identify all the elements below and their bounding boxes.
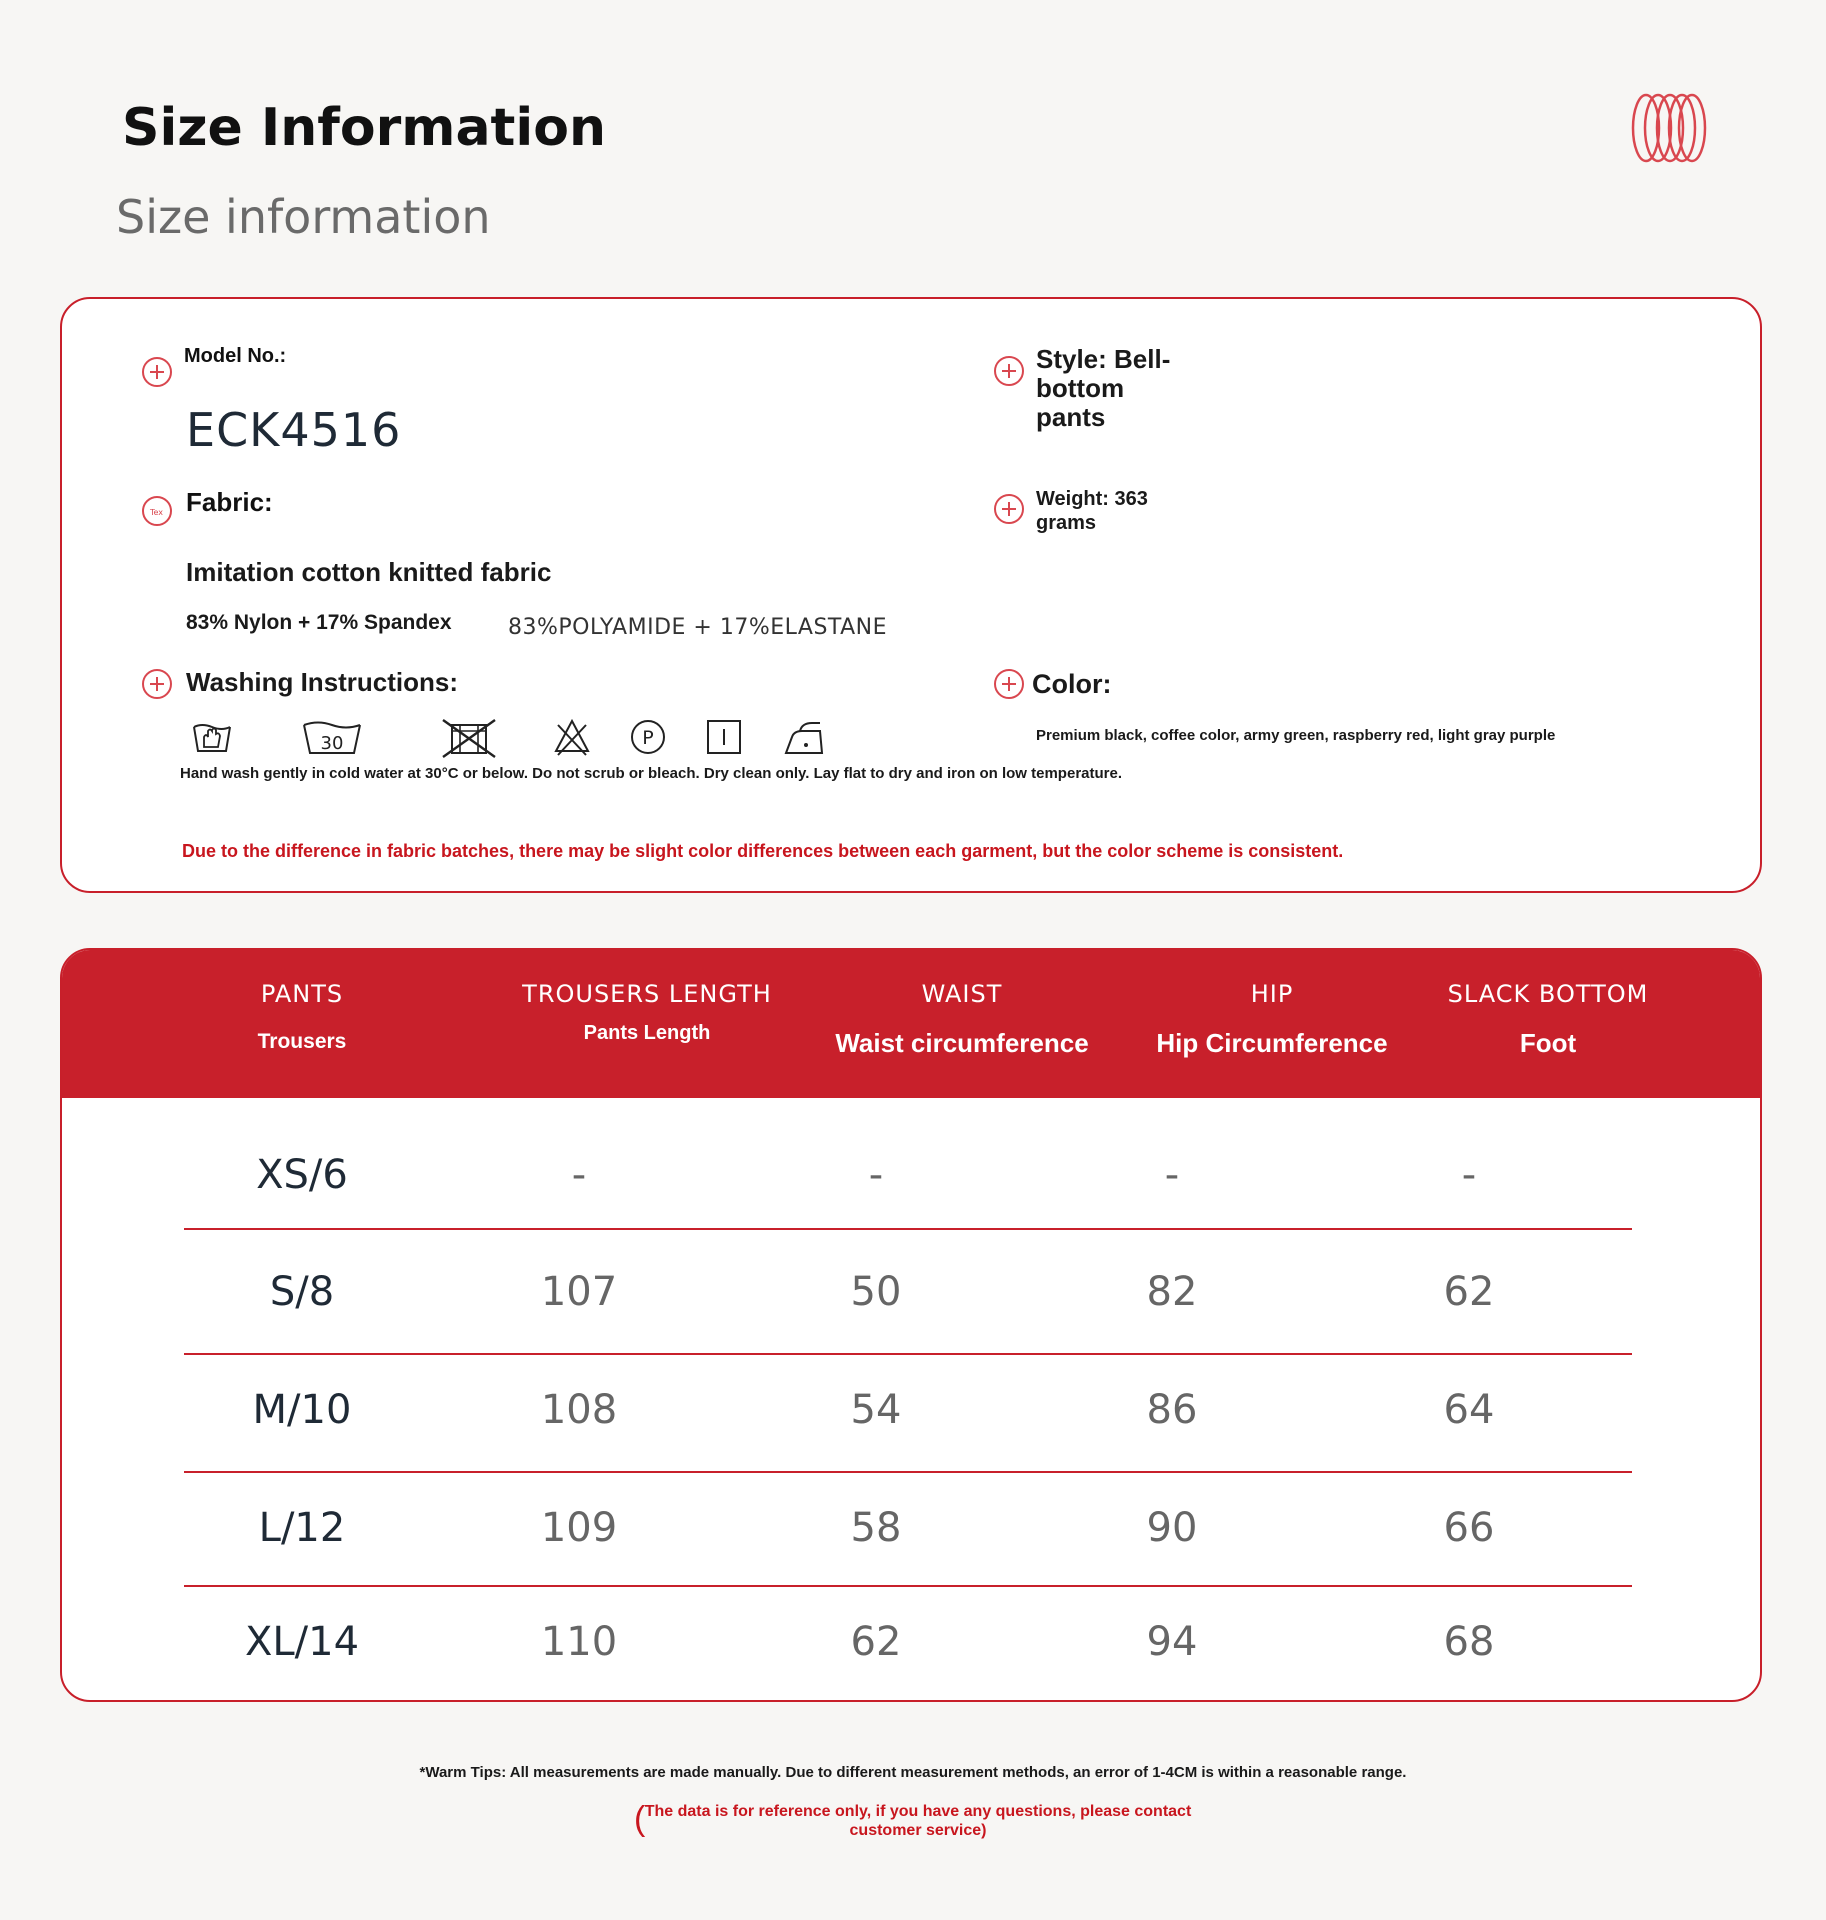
header-hip: HIP Hip Circumference	[1156, 980, 1388, 1058]
size-table	[60, 948, 1762, 1702]
reference-note: The data is for reference only, if you have any questions, please contact customer service)	[644, 1803, 1192, 1839]
plus-circle-icon	[994, 494, 1024, 524]
size-cell: L/12	[258, 1505, 346, 1551]
table-row	[184, 1587, 1632, 1699]
length-cell: -	[571, 1152, 587, 1198]
table-row	[184, 1237, 1632, 1355]
fabric-composition: 83% Nylon + 17% Spandex	[186, 611, 452, 634]
hand-wash-icon	[190, 717, 234, 757]
plus-circle-icon	[142, 669, 172, 699]
plus-circle-icon	[994, 356, 1024, 386]
table-row	[184, 1120, 1632, 1230]
fabric-tag-icon	[142, 496, 172, 526]
waist-cell: -	[868, 1152, 884, 1198]
product-info-card	[60, 297, 1762, 893]
table-row	[184, 1473, 1632, 1587]
weight-text: Weight: 363 grams	[1036, 488, 1148, 534]
do-not-tumble-dry-icon	[440, 717, 498, 759]
washing-text: Hand wash gently in cold water at 30°C or below. Do not scrub or bleach. Dry clean only. Lay flat to dry and iron on low temperature.	[180, 765, 1122, 782]
color-label: Color:	[1032, 669, 1112, 699]
page-subtitle: Size information	[116, 190, 491, 244]
wash-temp: 30	[320, 733, 344, 754]
style-text: Style: Bell-bottom pants	[1036, 344, 1171, 432]
foot-cell: 64	[1443, 1387, 1495, 1433]
iron-low-icon	[782, 717, 826, 759]
svg-text:Tex: Tex	[150, 508, 164, 517]
wash-30-icon	[300, 717, 364, 757]
header-pants: PANTS Trousers	[257, 980, 347, 1053]
header-waist: WAIST Waist circumference	[835, 980, 1089, 1058]
model-label: Model No.:	[184, 345, 287, 367]
hip-cell: 86	[1146, 1387, 1198, 1433]
washing-label: Washing Instructions:	[186, 667, 459, 697]
size-cell: S/8	[269, 1269, 335, 1315]
svg-text:P: P	[642, 727, 654, 749]
color-value: Premium black, coffee color, army green, raspberry red, light gray purple	[1036, 727, 1556, 744]
hip-cell: 90	[1146, 1505, 1198, 1551]
size-cell: XS/6	[256, 1152, 348, 1198]
fabric-type: Imitation cotton knitted fabric	[186, 557, 552, 587]
row-divider	[184, 1228, 1632, 1230]
waist-cell: 54	[850, 1387, 902, 1433]
fabric-label: Fabric:	[186, 487, 273, 517]
hip-cell: 82	[1146, 1269, 1198, 1315]
dry-flat-icon	[704, 717, 744, 757]
plus-circle-icon	[142, 357, 172, 387]
length-cell: 110	[540, 1619, 618, 1665]
length-cell: 107	[540, 1269, 618, 1315]
size-cell: XL/14	[244, 1619, 360, 1665]
hip-cell: 94	[1146, 1619, 1198, 1665]
waist-cell: 62	[850, 1619, 902, 1665]
do-not-bleach-icon	[552, 717, 592, 757]
foot-cell: -	[1461, 1152, 1477, 1198]
header-slack-bottom: SLACK BOTTOM Foot	[1447, 980, 1649, 1058]
foot-cell: 66	[1443, 1505, 1495, 1551]
waist-cell: 50	[850, 1269, 902, 1315]
model-value: ECK4516	[186, 403, 402, 457]
length-cell: 108	[540, 1387, 618, 1433]
size-cell: M/10	[252, 1387, 352, 1433]
fabric-composition-en: 83%POLYAMIDE + 17%ELASTANE	[508, 615, 888, 640]
foot-cell: 62	[1443, 1269, 1495, 1315]
length-cell: 109	[540, 1505, 618, 1551]
care-icons	[190, 717, 890, 761]
header-trousers-length: TROUSERS LENGTH Pants Length	[522, 980, 772, 1044]
color-note: Due to the difference in fabric batches, there may be slight color differences between each garment, but the color scheme is consistent.	[182, 841, 1344, 861]
warm-tip: *Warm Tips: All measurements are made manually. Due to different measurement methods, an error of 1-4CM is within a reasonable range.	[419, 1764, 1407, 1781]
page-title: Size Information	[122, 98, 606, 158]
plus-circle-icon	[994, 669, 1024, 699]
hip-cell: -	[1164, 1152, 1180, 1198]
table-row	[184, 1355, 1632, 1473]
waist-cell: 58	[850, 1505, 902, 1551]
brand-logo-icon	[1628, 90, 1708, 166]
dry-clean-p-icon	[628, 717, 668, 757]
reference-paren: (	[634, 1800, 646, 1838]
foot-cell: 68	[1443, 1619, 1495, 1665]
table-header	[62, 950, 1760, 1098]
